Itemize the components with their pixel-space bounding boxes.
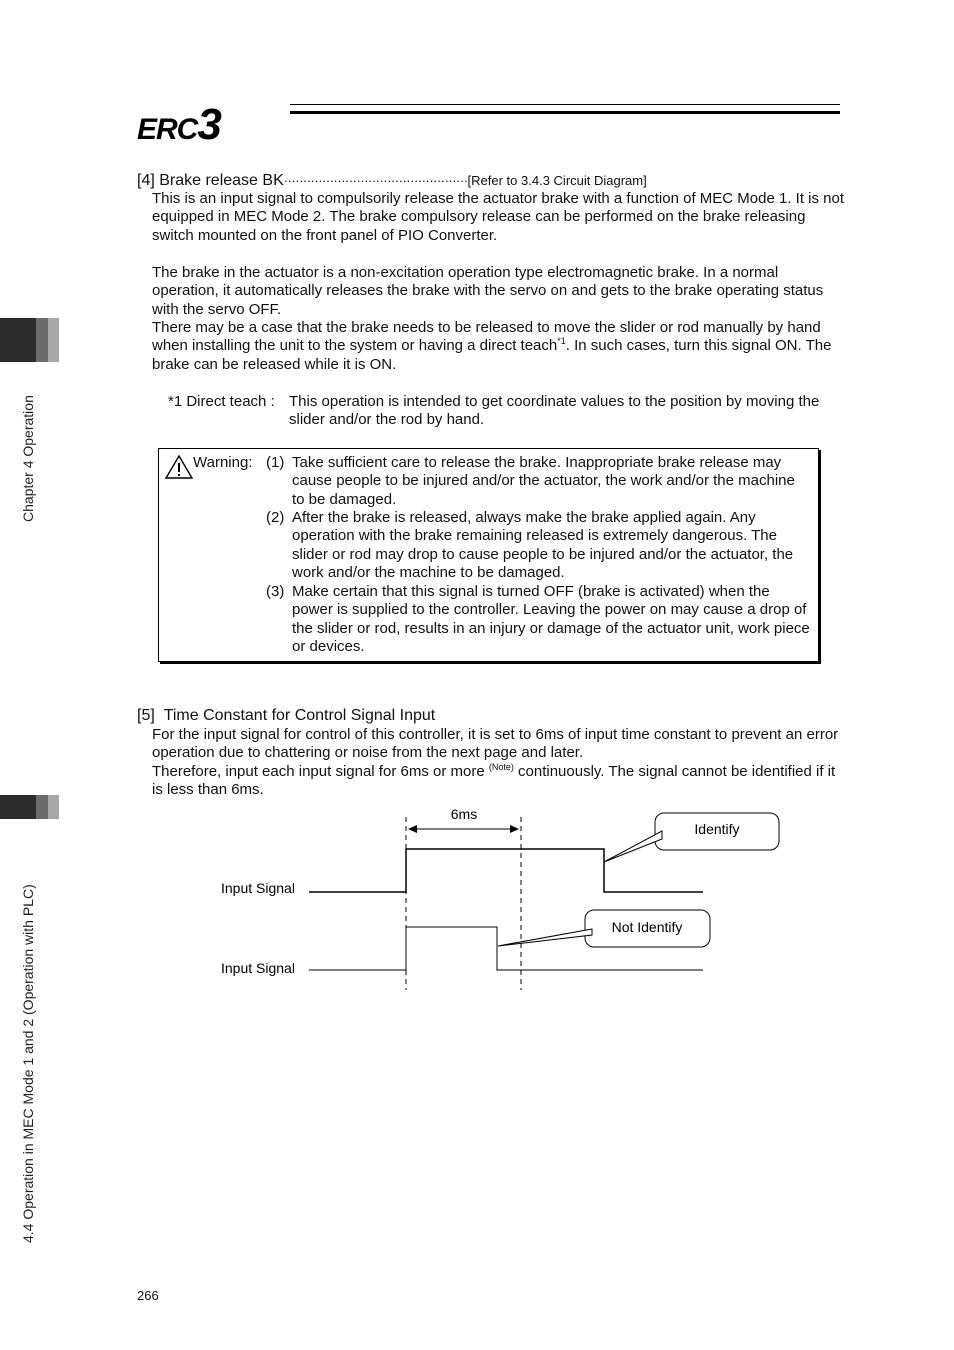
callout-not-identify-text: Not Identify: [611, 919, 683, 935]
warning-item: (3) Make certain that this signal is turned OFF (brake is activated) when the power is supplied to the controller. Leaving the power on may cause a drop of the slider or rod, results in an injury or damage of the actuator unit, work piece or devices.: [266, 583, 810, 656]
signal1-label: Input Signal: [221, 880, 295, 896]
logo-text: ERC: [137, 113, 198, 146]
arrow-head-right: [510, 825, 519, 833]
section4-para2: The brake in the actuator is a non-excitation operation type electromagnetic brake. In a normal operation, it automatically releases the brake with the servo on and gets to the brake operating status with the servo OFF.: [152, 264, 824, 318]
warning-label: Warning:: [193, 454, 253, 471]
callout-identify-text: Identify: [694, 821, 740, 837]
section4-reference: [Refer to 3.4.3 Circuit Diagram]: [467, 173, 647, 188]
section5-heading-num: [5]: [137, 707, 155, 724]
footnote-text: This operation is intended to get coordinate values to the position by moving the slider and/or the rod by hand.: [289, 393, 820, 429]
logo-number: 3: [197, 100, 221, 149]
section-label: 4.4 Operation in MEC Mode 1 and 2 (Operation with PLC): [20, 884, 36, 1243]
time-label: 6ms: [450, 806, 478, 822]
callout-not-identify-pointer: [498, 929, 592, 946]
footnote-ref: *1: [557, 336, 566, 347]
note-ref: (Note): [488, 762, 514, 772]
warning-item: (2) After the brake is released, always make the brake applied again. Any operation with the brake remaining released is extremely dangerous. The slider or rod may drop to cause people to be injured and/or the actuator, the work and/or the machine to be damaged.: [266, 509, 794, 582]
chapter-label: Chapter 4 Operation: [20, 395, 36, 522]
section5-para1: For the input signal for control of this controller, it is set to 6ms of input time constant to prevent an error operation due to chattering or noise from the next page and later.: [152, 726, 839, 762]
section5-para2: Therefore, input each input signal for 6ms or more $^{(Note)}$ continuously. The signal cannot be identified if it is less than 6ms.: [152, 762, 836, 799]
warning-item: (1) Take sufficient care to release the brake. Inappropriate brake release may cause people to be injured and/or the actuator, the work and/or the machine to be damaged.: [266, 454, 795, 508]
section4-heading: [4] Brake release BK: [137, 172, 284, 189]
section5-heading: Time Constant for Control Signal Input: [163, 707, 436, 724]
page-number: 266: [137, 1288, 159, 1303]
section4-para1: This is an input signal to compulsorily release the actuator brake with a function of MEC Mode 1. It is not equipped in MEC Mode 2. The brake compulsory release can be performed on the brake releasing switch mounted on the front panel of PIO Converter.: [152, 190, 845, 244]
signal2-label: Input Signal: [221, 960, 295, 976]
arrow-head-left: [408, 825, 417, 833]
callout-identify-pointer: [604, 831, 662, 862]
heading-leader: ················································: [283, 173, 468, 188]
footnote-label: *1 Direct teach :: [168, 393, 275, 410]
signal1-waveform: [309, 849, 703, 892]
section4-para3: There may be a case that the brake needs to be released to move the slider or rod manually by hand when installing the unit to the system or having a direct teach$^{*1}$. In such cases, turn this signal ON. The brake can be released while it is ON.: [152, 319, 832, 373]
